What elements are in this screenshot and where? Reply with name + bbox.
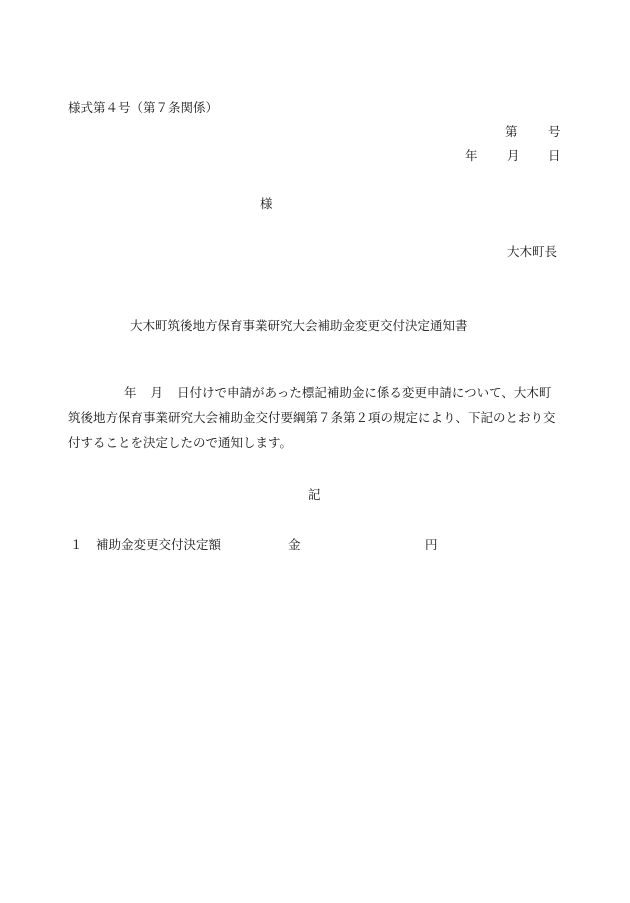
date-day: 日 bbox=[548, 148, 561, 163]
date-year: 年 bbox=[465, 148, 478, 163]
form-label: 様式第４号（第７条関係） bbox=[68, 100, 219, 115]
item-kin: 金 bbox=[288, 537, 301, 552]
date-month: 月 bbox=[507, 148, 520, 163]
issuer-name: 大木町長 bbox=[507, 244, 558, 259]
body-paragraph bbox=[68, 380, 562, 455]
document-title: 大木町筑後地方保育事業研究大会補助金変更交付決定通知書 bbox=[130, 318, 468, 333]
item-yen: 円 bbox=[425, 537, 438, 552]
item-label: 補助金変更交付決定額 bbox=[96, 537, 222, 552]
ki-heading: 記 bbox=[308, 487, 321, 502]
body-month: 月 bbox=[150, 385, 164, 400]
document-number-go: 号 bbox=[548, 124, 561, 139]
document-number-dai: 第 bbox=[505, 124, 518, 139]
addressee-suffix: 様 bbox=[260, 196, 273, 211]
body-text: 日付けで申請があった標記補助金に係る変更申請について、大木町筑後地方保育事業研究大会補助金交付要綱第７条第２項の規定により、下記のとおり交付することを決定したので通知します。 bbox=[68, 385, 556, 450]
item-number: １ bbox=[70, 537, 83, 552]
body-year: 年 bbox=[124, 385, 137, 400]
